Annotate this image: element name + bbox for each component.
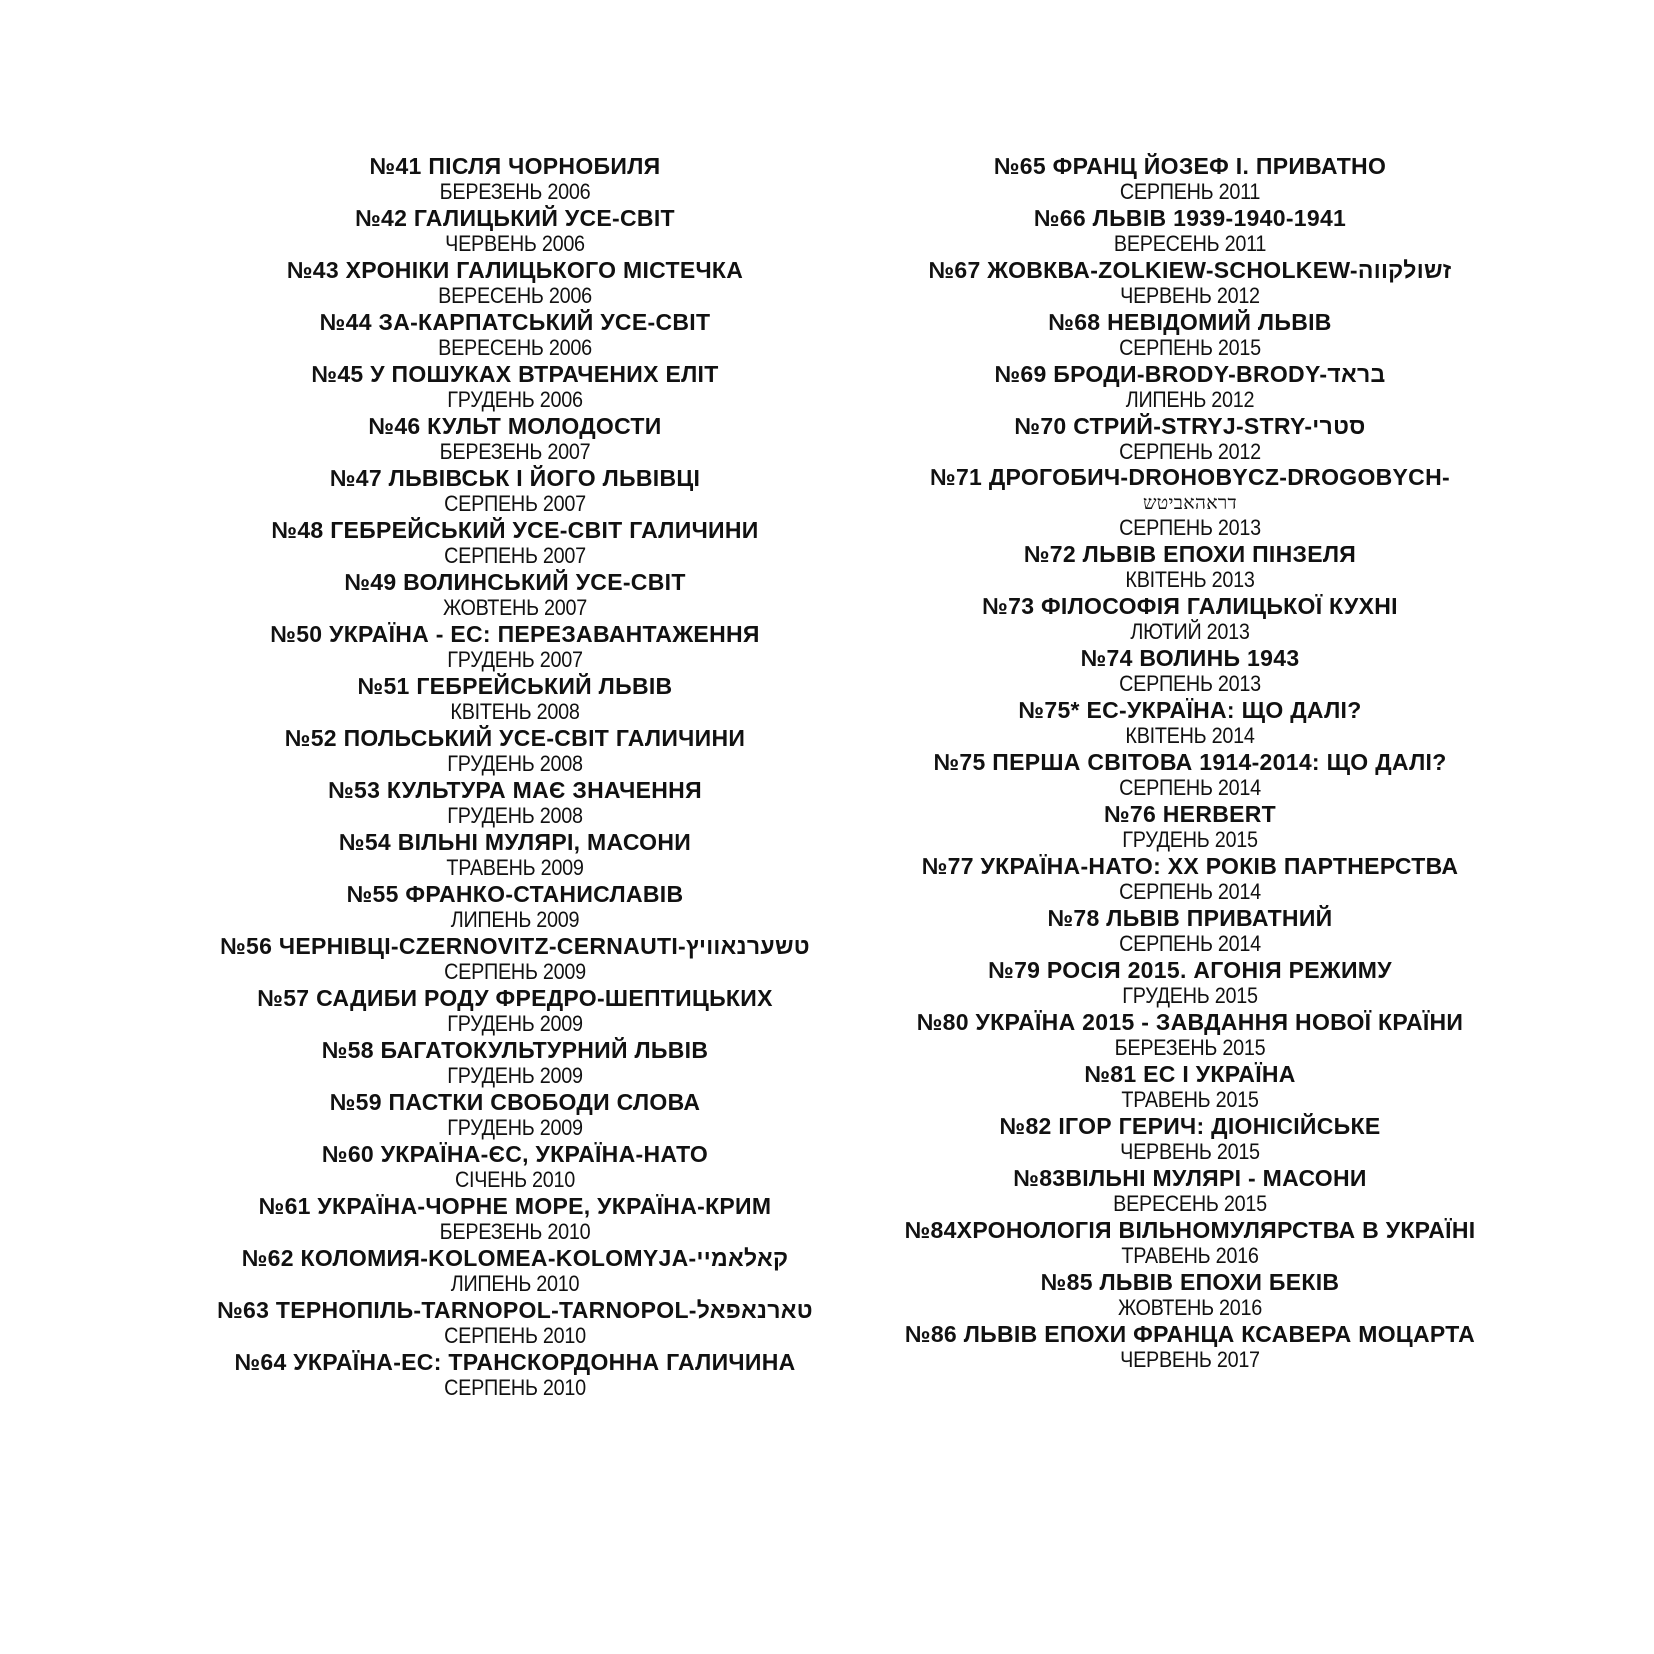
issue-date: СЕРПЕНЬ 2010 (444, 1323, 586, 1348)
issue-entry (820, 1008, 1560, 1060)
issue-title: №43 ХРОНІКИ ГАЛИЦЬКОГО МІСТЕЧКА (286, 257, 744, 283)
issue-date: ЧЕРВЕНЬ 2017 (1120, 1347, 1260, 1372)
issue-date: СЕРПЕНЬ 2009 (444, 959, 586, 984)
issue-title: №51 ГЕБРЕЙСЬКИЙ ЛЬВІВ (357, 673, 673, 699)
issue-entry (820, 956, 1560, 1008)
issue-title: №84ХРОНОЛОГІЯ ВІЛЬНОМУЛЯРСТВА В УКРАЇНІ (904, 1217, 1476, 1243)
issue-date: КВІТЕНЬ 2014 (1125, 723, 1255, 748)
issue-title: №78 ЛЬВІВ ПРИВАТНИЙ (1047, 905, 1333, 931)
issue-date: ЛИПЕНЬ 2012 (1125, 387, 1255, 412)
issue-entry (150, 204, 880, 256)
issue-entry (820, 204, 1560, 256)
issue-title: №57 САДИБИ РОДУ ФРЕДРО-ШЕПТИЦЬКИХ (257, 985, 773, 1011)
issue-date: КВІТЕНЬ 2013 (1125, 567, 1255, 592)
issue-date: СЕРПЕНЬ 2012 (1119, 439, 1261, 464)
issue-title: №82 ІГОР ГЕРИЧ: ДІОНІСІЙСЬКЕ (999, 1113, 1381, 1139)
issue-entry (150, 776, 880, 828)
issue-entry (150, 620, 880, 672)
issue-entry (150, 1036, 880, 1088)
issue-entry (150, 880, 880, 932)
issue-date: ГРУДЕНЬ 2009 (447, 1011, 583, 1036)
issue-entry (820, 852, 1560, 904)
issue-date: ВЕРЕСЕНЬ 2006 (438, 283, 592, 308)
issue-title: №66 ЛЬВІВ 1939-1940-1941 (1033, 205, 1347, 231)
issue-title: №70 СТРИЙ-STRYJ-STRY-סטרי (1014, 413, 1366, 439)
issue-entry (150, 1296, 880, 1348)
issue-date: ЧЕРВЕНЬ 2006 (445, 231, 585, 256)
issue-entry (150, 412, 880, 464)
issue-entry (150, 828, 880, 880)
issues-list-left (150, 152, 880, 1400)
issue-entry (820, 644, 1560, 696)
issue-title: №79 РОСІЯ 2015. АГОНІЯ РЕЖИМУ (988, 957, 1392, 983)
issue-entry (150, 724, 880, 776)
issue-title: №75* ЕС-УКРАЇНА: ЩО ДАЛІ? (1018, 697, 1362, 723)
issue-entry (820, 412, 1560, 464)
issue-date: ЖОВТЕНЬ 2016 (1117, 1295, 1263, 1320)
issue-date: ЧЕРВЕНЬ 2012 (1120, 283, 1260, 308)
issue-entry (820, 1112, 1560, 1164)
issue-entry (820, 464, 1560, 540)
issue-entry (820, 308, 1560, 360)
issue-entry (150, 464, 880, 516)
issue-date: ЧЕРВЕНЬ 2015 (1120, 1139, 1260, 1164)
issue-date: ГРУДЕНЬ 2009 (447, 1063, 583, 1088)
issue-date: ГРУДЕНЬ 2006 (447, 387, 583, 412)
issue-title: №72 ЛЬВІВ ЕПОХИ ПІНЗЕЛЯ (1023, 541, 1357, 567)
issue-entry (150, 516, 880, 568)
issue-entry (150, 672, 880, 724)
issue-title: №53 КУЛЬТУРА МАЄ ЗНАЧЕННЯ (328, 777, 702, 803)
issue-entry (820, 696, 1560, 748)
issues-list-right (820, 152, 1560, 1372)
issue-date: ГРУДЕНЬ 2007 (447, 647, 583, 672)
issue-title: №55 ФРАНКО-СТАНИСЛАВІВ (346, 881, 684, 907)
issue-title: №42 ГАЛИЦЬКИЙ УСЕ-СВІТ (355, 205, 675, 231)
issue-entry (820, 540, 1560, 592)
issue-date: ВЕРЕСЕНЬ 2006 (438, 335, 592, 360)
issue-title: №45 У ПОШУКАХ ВТРАЧЕНИХ ЕЛІТ (311, 361, 719, 387)
issue-title: №75 ПЕРША СВІТОВА 1914-2014: ЩО ДАЛІ? (933, 749, 1447, 775)
issue-date: СЕРПЕНЬ 2014 (1119, 775, 1261, 800)
issue-title: №49 ВОЛИНСЬКИЙ УСЕ-СВІТ (344, 569, 686, 595)
issue-date: ВЕРЕСЕНЬ 2011 (1113, 231, 1267, 256)
issue-title: №69 БРОДИ-BRODY-BRODY-בראד (994, 361, 1386, 387)
issue-date: СЕРПЕНЬ 2011 (1119, 179, 1261, 204)
issue-entry (150, 152, 880, 204)
issue-entry (820, 592, 1560, 644)
issue-date: ГРУДЕНЬ 2015 (1122, 827, 1258, 852)
issue-title: №76 HERBERT (1103, 801, 1277, 827)
issue-date: ВЕРЕСЕНЬ 2015 (1113, 1191, 1267, 1216)
issue-date: ЛЮТИЙ 2013 (1130, 619, 1250, 644)
issue-title-line-2: דראהאביטש (1143, 492, 1237, 514)
issue-title: №73 ФІЛОСОФІЯ ГАЛИЦЬКОЇ КУХНІ (982, 593, 1398, 619)
issue-entry (820, 1320, 1560, 1372)
issue-entry (150, 932, 880, 984)
issue-title: №81 ЕС І УКРАЇНА (1084, 1061, 1296, 1087)
issue-date: ТРАВЕНЬ 2009 (446, 855, 584, 880)
issue-entry (820, 1216, 1560, 1268)
issue-date: ГРУДЕНЬ 2008 (447, 751, 583, 776)
issue-date: ТРАВЕНЬ 2016 (1121, 1243, 1259, 1268)
issue-title: №67 ЖОВКВА-ZOLKIEW-SCHOLKEW-זשולקווה (928, 257, 1452, 283)
issue-title: №77 УКРАЇНА-НАТО: ХХ РОКІВ ПАРТНЕРСТВА (921, 853, 1459, 879)
issue-date: СЕРПЕНЬ 2010 (444, 1375, 586, 1400)
issue-title: №44 ЗА-КАРПАТСЬКИЙ УСЕ-СВІТ (319, 309, 711, 335)
issue-date: СЕРПЕНЬ 2007 (444, 491, 586, 516)
issue-date: ЛИПЕНЬ 2010 (450, 1271, 580, 1296)
issue-title: №63 ТЕРНОПІЛЬ-TARNOPOL-TARNOPOL-טארנאפאל (217, 1297, 813, 1323)
issue-title: №60 УКРАЇНА-ЄС, УКРАЇНА-НАТО (321, 1141, 709, 1167)
issue-entry (150, 1140, 880, 1192)
issue-date: ГРУДЕНЬ 2015 (1122, 983, 1258, 1008)
issue-date: СЕРПЕНЬ 2014 (1119, 879, 1261, 904)
issue-date: СЕРПЕНЬ 2014 (1119, 931, 1261, 956)
issue-date: СІЧЕНЬ 2010 (454, 1167, 576, 1192)
issue-date: ТРАВЕНЬ 2015 (1121, 1087, 1259, 1112)
issue-title: №59 ПАСТКИ СВОБОДИ СЛОВА (329, 1089, 701, 1115)
issue-entry (150, 984, 880, 1036)
issue-entry (820, 1268, 1560, 1320)
issue-entry (150, 360, 880, 412)
issue-date: БЕРЕЗЕНЬ 2010 (439, 1219, 591, 1244)
issue-date: ГРУДЕНЬ 2008 (447, 803, 583, 828)
issue-date: БЕРЕЗЕНЬ 2015 (1114, 1035, 1266, 1060)
issue-title: №61 УКРАЇНА-ЧОРНЕ МОРЕ, УКРАЇНА-КРИМ (258, 1193, 772, 1219)
issue-title: №74 ВОЛИНЬ 1943 (1080, 645, 1300, 671)
issue-title: №54 ВІЛЬНІ МУЛЯРІ, МАСОНИ (338, 829, 692, 855)
issue-title: №58 БАГАТОКУЛЬТУРНИЙ ЛЬВІВ (321, 1037, 709, 1063)
issue-entry (820, 748, 1560, 800)
issue-entry (820, 1060, 1560, 1112)
issue-entry (150, 256, 880, 308)
issue-date: БЕРЕЗЕНЬ 2007 (439, 439, 591, 464)
issue-title: №52 ПОЛЬСЬКИЙ УСЕ-СВІТ ГАЛИЧИНИ (284, 725, 746, 751)
issue-title: №48 ГЕБРЕЙСЬКИЙ УСЕ-СВІТ ГАЛИЧИНИ (271, 517, 759, 543)
issue-title: №47 ЛЬВІВСЬК І ЙОГО ЛЬВІВЦІ (329, 465, 701, 491)
issue-entry (820, 1164, 1560, 1216)
issue-entry (820, 256, 1560, 308)
issue-date: КВІТЕНЬ 2008 (450, 699, 580, 724)
issue-entry (820, 800, 1560, 852)
issue-title: №80 УКРАЇНА 2015 - ЗАВДАННЯ НОВОЇ КРАЇНИ (916, 1009, 1464, 1035)
issue-title: №56 ЧЕРНІВЦІ-CZERNOVITZ-CERNAUTI-טשערנאוויץ (220, 933, 810, 959)
issue-date: ЖОВТЕНЬ 2007 (442, 595, 588, 620)
issue-date: СЕРПЕНЬ 2015 (1119, 335, 1261, 360)
issue-entry (150, 1348, 880, 1400)
issue-entry (150, 1088, 880, 1140)
issue-title: №85 ЛЬВІВ ЕПОХИ БЕКІВ (1040, 1269, 1340, 1295)
issue-date: ЛИПЕНЬ 2009 (450, 907, 580, 932)
issue-date: ГРУДЕНЬ 2009 (447, 1115, 583, 1140)
issue-title: №46 КУЛЬТ МОЛОДОСТИ (368, 413, 662, 439)
issue-entry (820, 904, 1560, 956)
issue-date: БЕРЕЗЕНЬ 2006 (439, 179, 591, 204)
issue-entry (150, 1192, 880, 1244)
issue-date: СЕРПЕНЬ 2007 (444, 543, 586, 568)
issue-title (820, 464, 1560, 516)
issue-title: №50 УКРАЇНА - ЕС: ПЕРЕЗАВАНТАЖЕННЯ (270, 621, 760, 647)
issue-entry (150, 308, 880, 360)
issue-entry (820, 360, 1560, 412)
issue-title: №64 УКРАЇНА-ЕС: ТРАНСКОРДОННА ГАЛИЧИНА (234, 1349, 796, 1375)
issue-entry (820, 152, 1560, 204)
issue-date: СЕРПЕНЬ 2013 (1119, 671, 1261, 696)
issue-title: №65 ФРАНЦ ЙОЗЕФ I. ПРИВАТНО (993, 153, 1387, 179)
issue-date: СЕРПЕНЬ 2013 (1119, 515, 1261, 540)
issue-entry (150, 568, 880, 620)
issue-title: №86 ЛЬВІВ ЕПОХИ ФРАНЦА КСАВЕРА МОЦАРТА (904, 1321, 1476, 1347)
issue-entry (150, 1244, 880, 1296)
issue-title-line-1: №71 ДРОГОБИЧ-DROHOBYCZ-DROGOBYCH- (930, 464, 1450, 490)
issue-title: №68 НЕВІДОМИЙ ЛЬВІВ (1048, 309, 1332, 335)
issue-title: №41 ПІСЛЯ ЧОРНОБИЛЯ (369, 153, 661, 179)
issue-title: №83ВІЛЬНІ МУЛЯРІ - МАСОНИ (1013, 1165, 1367, 1191)
issue-title: №62 КОЛОМИЯ-KOLOMEA-KOLOMYJA-קאלאמיי (241, 1245, 789, 1271)
